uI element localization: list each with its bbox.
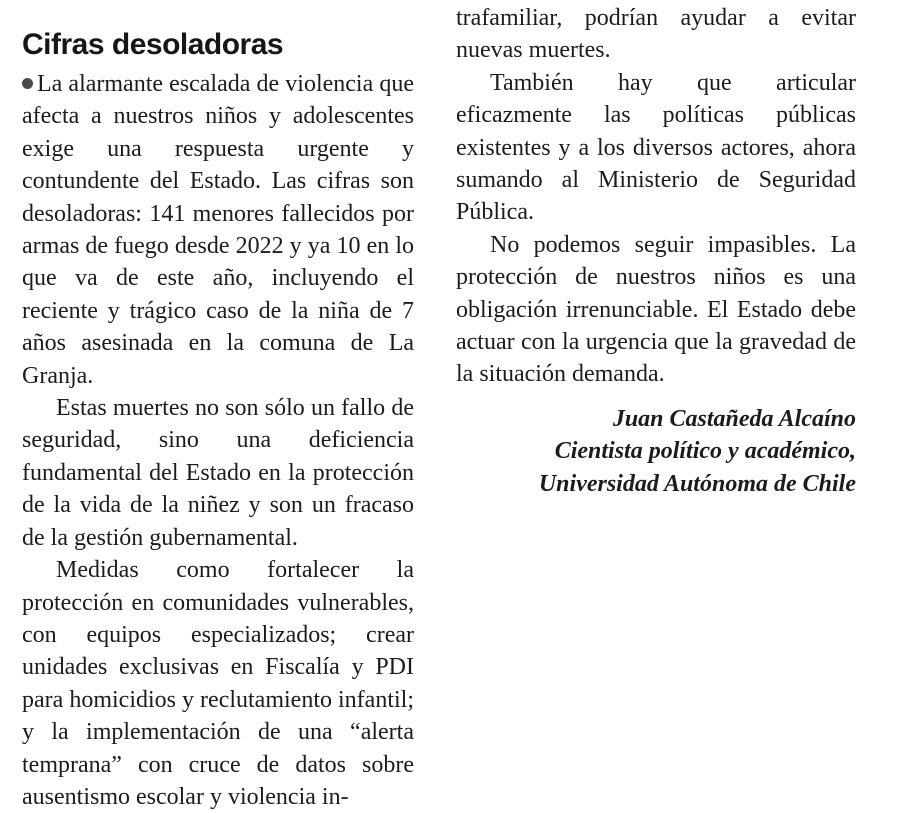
paragraph-1 [22,68,414,392]
paragraph-2: Estas muertes no son sólo un fallo de seguridad, sino una deficiencia fundamental del Estado en la protección de la vida de la niñez y son un fracaso de la gestión gubernamental. [22,395,414,551]
paragraph-4: También hay que articular eficazmente las políticas públicas existentes y a los diversos actores, ahora sumando al Ministerio de Seguridad Pública. [456,69,856,226]
paragraph-5: No podemos seguir impasibles. La protección de nuestros niños es una obligación irrenunciable. El Estado debe actuar con la urgencia que la gravedad de la situación demanda. [456,231,856,388]
left-column [22,0,414,813]
author-name: Juan Castañeda Alcaíno [612,405,856,432]
article-headline: Cifras desoladoras [22,28,284,61]
signature-block [456,403,856,500]
bullet-icon [22,78,33,89]
paragraph-1-text: La alarmante escalada de violencia que afecta a nuestros niños y adolescentes exige una respuesta urgente y contundente del Estado. Las cifras son desoladoras: 141 menores fallecidos por armas de fuego desde 2022 y ya 10 en lo que va de este año, incluyendo el reciente y trágico caso de la niña de 7 años asesinada en la comuna de La Granja. [22,71,414,389]
author-role: Cientista político y académico, [554,438,856,465]
author-institution: Universidad Autónoma de Chile [538,470,856,497]
paragraph-3-continued: trafamiliar, podrían ayudar a evitar nuevas muertes. [456,5,856,64]
paragraph-3: Medidas como fortalecer la protección en comunidades vulnerables, con equipos especializados; crear unidades exclusivas en Fiscalía y PDI para homicidios y reclutamiento infantil; y la implementación de una “alerta temprana” con cruce de datos sobre ausentismo escolar y violencia in- [22,557,414,810]
right-column [456,2,856,500]
